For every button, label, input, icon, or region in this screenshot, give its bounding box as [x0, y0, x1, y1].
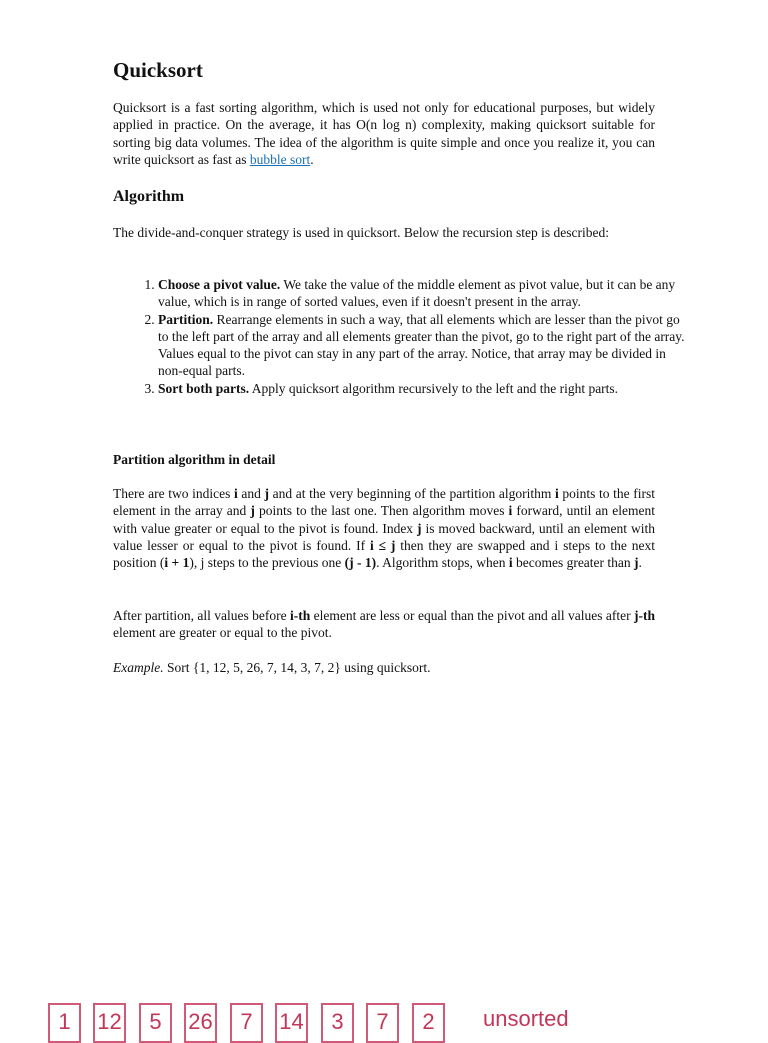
text-run: ), j steps to the previous one — [189, 555, 345, 571]
text-run: points to the last one. Then algorithm moves — [254, 503, 509, 519]
condition-expr: i ≤ j — [369, 537, 396, 553]
text-run: After partition, all values before — [113, 608, 291, 623]
example-label: Example. — [113, 660, 164, 675]
array-cell: 26 — [184, 1003, 217, 1043]
step-text: We take the value of the middle element as pivot value, but it can be any value, which is in range of sorted values, even if it doesn't present in the array. — [158, 277, 676, 310]
array-cell: 3 — [321, 1003, 354, 1043]
example-paragraph — [113, 659, 655, 676]
text-run: . — [638, 555, 642, 571]
text-run: and at the very beginning of the partition algorithm — [268, 486, 555, 501]
array-state-label: unsorted — [483, 1006, 569, 1031]
text-run: forward, until an element with value greater or equal to the pivot is found. Index — [113, 503, 655, 536]
index-i: i — [508, 555, 513, 571]
index-i: i — [554, 486, 559, 501]
partition-heading: Partition algorithm in detail — [113, 452, 276, 467]
bubble-sort-link[interactable]: bubble sort — [249, 151, 311, 167]
text-run: element are less or equal than the pivot and all values after — [310, 608, 635, 623]
step-text: Rearrange elements in such a way, that all elements which are lesser than the pivot go to the left part of the array and all elements greater than the pivot, go to the right part of the array. Values equal to the pivot can stay in any part of the array. Notice, that array may be divided in non-equal parts. — [158, 311, 685, 379]
array-cell: 14 — [275, 1003, 308, 1043]
page-title: Quicksort — [113, 58, 203, 82]
array-cell: 12 — [93, 1003, 126, 1043]
text-run: . Algorithm stops, when — [376, 555, 509, 571]
increment-expr: i + 1 — [164, 555, 190, 571]
example-text: Sort {1, 12, 5, 26, 7, 14, 3, 7, 2} using quicksort. — [163, 660, 431, 675]
index-j: j — [264, 486, 269, 501]
algorithm-steps — [113, 276, 688, 397]
step-title: Choose a pivot value. — [158, 277, 281, 292]
text-run: then they are swapped and i steps to the next position ( — [113, 537, 655, 571]
text-run: and — [237, 486, 265, 501]
array-cell: 7 — [230, 1003, 263, 1043]
step-text: Apply quicksort algorithm recursively to the left and the right parts. — [249, 380, 619, 396]
text-run: There are two indices — [113, 486, 234, 501]
index-i: i — [508, 503, 513, 519]
partition-paragraph — [113, 485, 655, 571]
intro-text: Quicksort is a fast sorting algorithm, which is used not only for educational purposes, but widely applied in practice. On the average, it has O(n log n) complexity, making quicksort suitable for sorting big data volumes. The idea of the algorithm is quite simple and once you realize it, you can write quicksort as fast as — [113, 100, 655, 167]
array-cell: 7 — [366, 1003, 399, 1043]
text-run: element are greater or equal to the pivot. — [113, 625, 332, 641]
index-i: i — [233, 486, 238, 501]
text-run: becomes greater than — [512, 555, 635, 571]
step-title: Sort both parts. — [158, 380, 250, 396]
j-th-label: j-th — [634, 608, 656, 623]
algorithm-heading: Algorithm — [113, 188, 185, 205]
step-item — [158, 380, 688, 397]
text-run: is moved backward, until an element with value lesser or equal to the pivot is found. If — [113, 520, 655, 553]
decrement-expr: (j - 1) — [344, 555, 377, 571]
array-cell: 5 — [139, 1003, 172, 1043]
index-j: j — [417, 520, 422, 536]
step-item — [158, 276, 688, 311]
after-partition-paragraph — [113, 607, 655, 642]
index-j: j — [634, 555, 639, 571]
array-cell: 1 — [48, 1003, 81, 1043]
algorithm-intro: The divide-and-conquer strategy is used in quicksort. Below the recursion step is described: — [113, 225, 609, 240]
step-title: Partition. — [158, 311, 214, 327]
array-cell: 2 — [412, 1003, 445, 1043]
text-run: points to the first element in the array and — [113, 486, 655, 519]
step-item — [158, 311, 688, 380]
intro-paragraph — [113, 99, 655, 168]
intro-end: . — [310, 151, 314, 167]
index-j: j — [250, 503, 255, 519]
i-th-label: i-th — [290, 608, 311, 623]
